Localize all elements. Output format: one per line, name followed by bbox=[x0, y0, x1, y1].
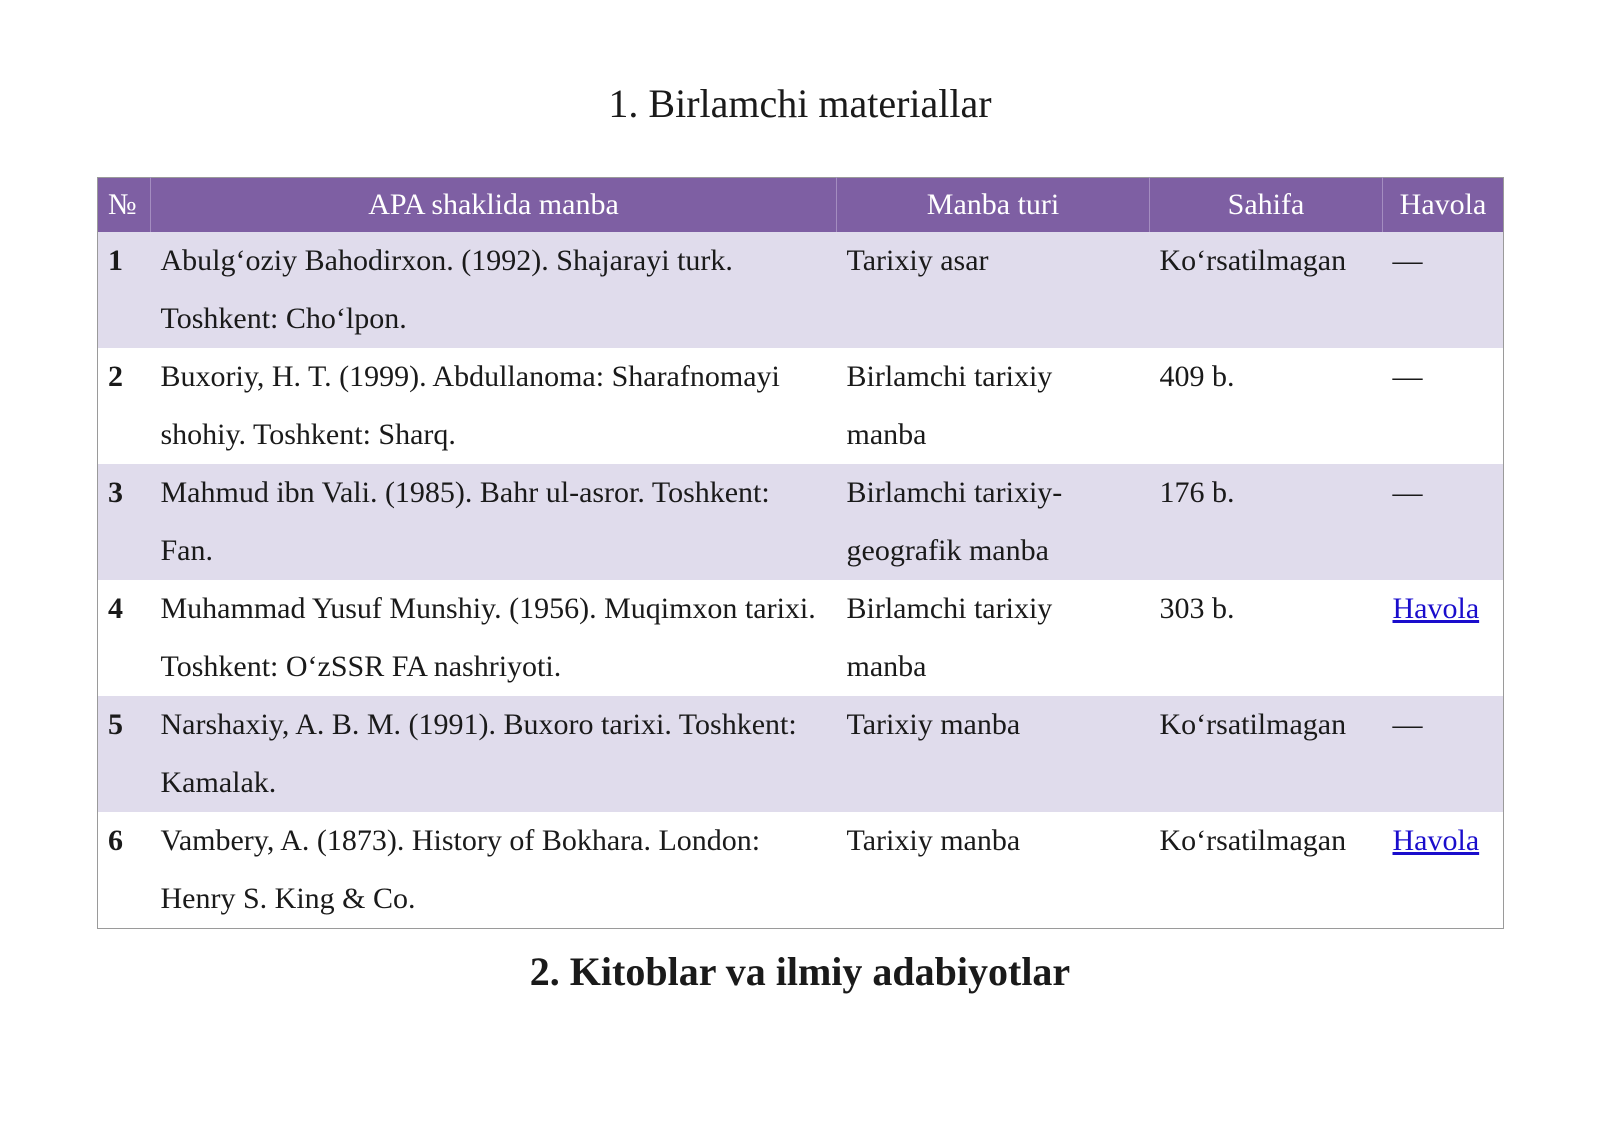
row-number: 6 bbox=[98, 812, 151, 929]
page-cell: Ko‘rsatilmagan bbox=[1150, 696, 1383, 812]
header-page: Sahifa bbox=[1150, 178, 1383, 233]
header-number: № bbox=[98, 178, 151, 233]
page-cell: 176 b. bbox=[1150, 464, 1383, 580]
link-cell: — bbox=[1383, 464, 1504, 580]
table-row bbox=[98, 464, 1504, 580]
source-type-cell: Birlamchi tarixiy manba bbox=[837, 580, 1150, 696]
page-cell: 303 b. bbox=[1150, 580, 1383, 696]
apa-source-cell: Buxoriy, H. T. (1999). Abdullanoma: Sharafnomayi shohiy. Toshkent: Sharq. bbox=[151, 348, 837, 464]
header-source-type: Manba turi bbox=[837, 178, 1150, 233]
source-type-cell: Tarixiy manba bbox=[837, 696, 1150, 812]
row-number: 4 bbox=[98, 580, 151, 696]
apa-source-cell: Vambery, A. (1873). History of Bokhara. London: Henry S. King & Co. bbox=[151, 812, 837, 929]
table-row bbox=[98, 348, 1504, 464]
havola-link[interactable]: Havola bbox=[1392, 824, 1480, 857]
table-row bbox=[98, 696, 1504, 812]
apa-source-cell: Mahmud ibn Vali. (1985). Bahr ul-asror. Toshkent: Fan. bbox=[151, 464, 837, 580]
apa-source-cell: Muhammad Yusuf Munshiy. (1956). Muqimxon tarixi. Toshkent: O‘zSSR FA nashriyoti. bbox=[151, 580, 837, 696]
row-number: 2 bbox=[98, 348, 151, 464]
table-row bbox=[98, 580, 1504, 696]
row-number: 3 bbox=[98, 464, 151, 580]
source-type-cell: Tarixiy asar bbox=[837, 232, 1150, 348]
link-cell: — bbox=[1383, 232, 1504, 348]
apa-source-cell: Narshaxiy, A. B. M. (1991). Buxoro tarixi. Toshkent: Kamalak. bbox=[151, 696, 837, 812]
link-cell bbox=[1383, 812, 1504, 929]
row-number: 1 bbox=[98, 232, 151, 348]
link-cell: — bbox=[1383, 696, 1504, 812]
primary-materials-table bbox=[97, 177, 1504, 929]
section-2-title: 2. Kitoblar va ilmiy adabiyotlar bbox=[529, 949, 1071, 994]
link-cell: — bbox=[1383, 348, 1504, 464]
apa-source-cell: Abulg‘oziy Bahodirxon. (1992). Shajarayi turk. Toshkent: Cho‘lpon. bbox=[151, 232, 837, 348]
table-header-row bbox=[98, 178, 1504, 233]
header-link: Havola bbox=[1383, 178, 1504, 233]
table-row bbox=[98, 812, 1504, 929]
table-row bbox=[98, 232, 1504, 348]
page-cell: Ko‘rsatilmagan bbox=[1150, 812, 1383, 929]
row-number: 5 bbox=[98, 696, 151, 812]
page-cell: Ko‘rsatilmagan bbox=[1150, 232, 1383, 348]
source-type-cell: Birlamchi tarixiy manba bbox=[837, 348, 1150, 464]
source-type-cell: Tarixiy manba bbox=[837, 812, 1150, 929]
section-1-title: 1. Birlamchi materiallar bbox=[608, 81, 992, 126]
header-apa-source: APA shaklida manba bbox=[151, 178, 837, 233]
page-cell: 409 b. bbox=[1150, 348, 1383, 464]
source-type-cell: Birlamchi tarixiy-geografik manba bbox=[837, 464, 1150, 580]
havola-link[interactable]: Havola bbox=[1392, 592, 1480, 625]
link-cell bbox=[1383, 580, 1504, 696]
